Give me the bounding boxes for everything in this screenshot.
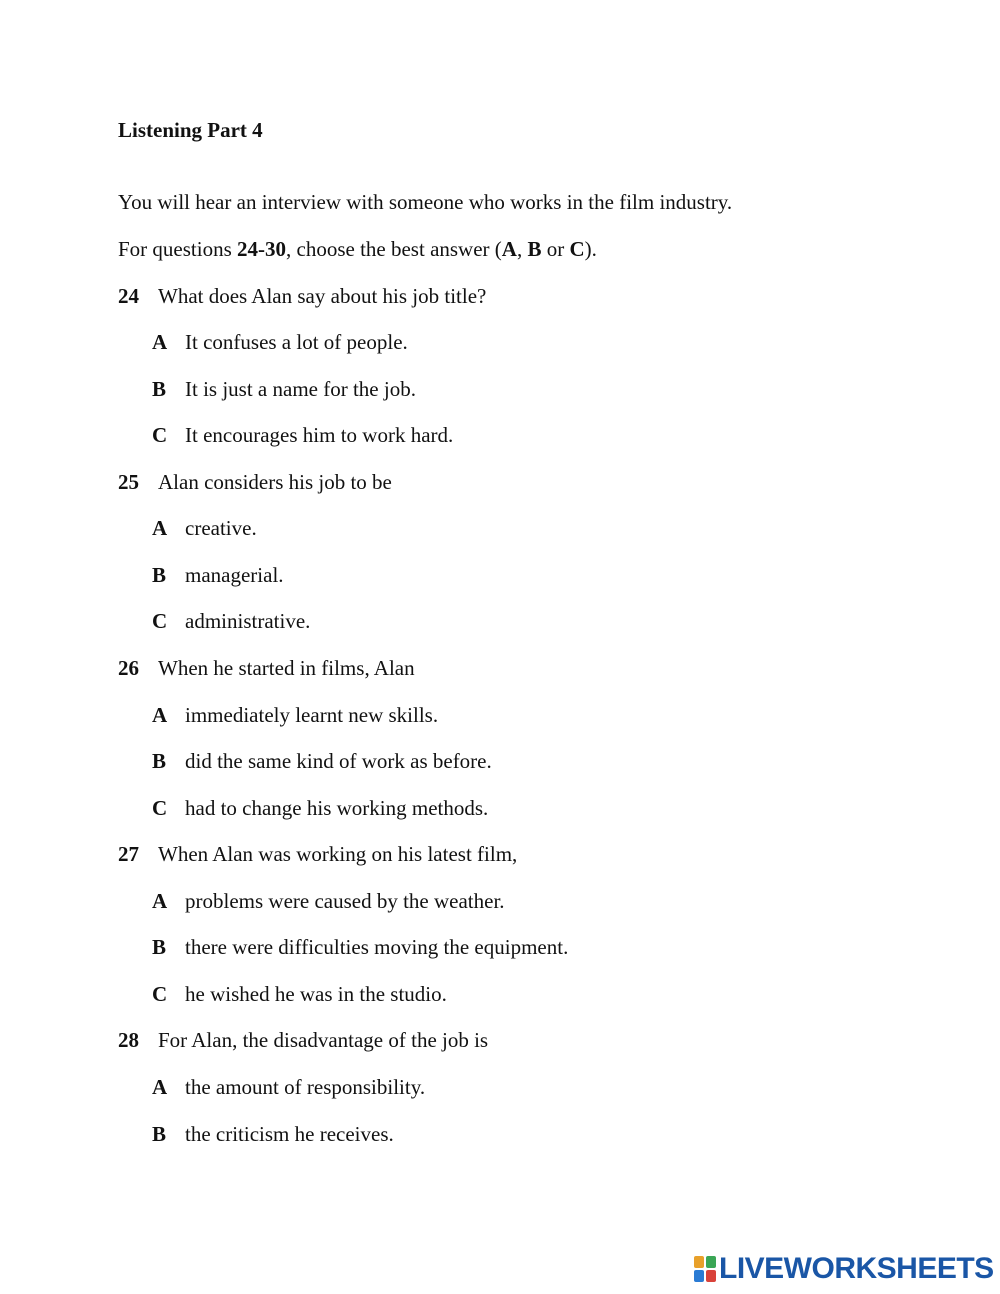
option-27-c[interactable]	[152, 981, 447, 1007]
instruction-range: 24-30	[237, 237, 287, 261]
option-text: It is just a name for the job.	[185, 377, 416, 401]
liveworksheets-logo[interactable]	[694, 1254, 994, 1284]
option-24-b[interactable]	[152, 376, 416, 402]
option-27-a[interactable]	[152, 888, 505, 914]
option-25-b[interactable]	[152, 562, 284, 588]
question-text: When Alan was working on his latest film,	[158, 842, 518, 866]
option-28-a[interactable]	[152, 1074, 425, 1100]
option-letter: C	[152, 982, 168, 1006]
question-number: 24	[118, 284, 139, 308]
option-letter: B	[152, 1122, 167, 1146]
option-letter: A	[152, 703, 168, 727]
option-text: creative.	[185, 516, 257, 540]
option-letter: A	[152, 516, 168, 540]
option-text: administrative.	[185, 609, 311, 633]
option-text: the amount of responsibility.	[185, 1075, 426, 1099]
question-number: 25	[118, 470, 139, 494]
intro-text: You will hear an interview with someone who works in the film industry.	[118, 190, 733, 214]
option-letter: B	[152, 377, 167, 401]
option-letter: C	[152, 609, 168, 633]
question-number: 27	[118, 842, 139, 866]
option-text: did the same kind of work as before.	[185, 749, 492, 773]
instruction-prefix: For questions	[118, 237, 238, 261]
option-text: the criticism he receives.	[185, 1122, 394, 1146]
instruction-suffix: ).	[584, 237, 597, 261]
option-text: had to change his working methods.	[185, 796, 489, 820]
logo-text: LIVEWORKSHEETS	[719, 1252, 994, 1285]
option-letter: A	[152, 330, 168, 354]
question-25	[118, 469, 392, 495]
option-letter: B	[152, 563, 167, 587]
option-letter: C	[152, 423, 168, 447]
option-text: problems were caused by the weather.	[185, 889, 505, 913]
instruction-or: or	[541, 237, 570, 261]
instruction-sep: ,	[516, 237, 528, 261]
option-28-b[interactable]	[152, 1121, 394, 1147]
option-letter: C	[152, 796, 168, 820]
option-text: It encourages him to work hard.	[185, 423, 454, 447]
liveworksheets-logo-icon	[694, 1256, 716, 1282]
question-26	[118, 655, 415, 681]
question-number: 26	[118, 656, 139, 680]
option-25-c[interactable]	[152, 608, 310, 634]
option-text: It confuses a lot of people.	[185, 330, 408, 354]
option-24-a[interactable]	[152, 329, 408, 355]
instruction-text	[118, 236, 597, 262]
option-24-c[interactable]	[152, 422, 453, 448]
instruction-letter-a: A	[501, 237, 517, 261]
question-number: 28	[118, 1028, 139, 1052]
question-28	[118, 1027, 488, 1053]
option-27-b[interactable]	[152, 934, 568, 960]
option-letter: B	[152, 935, 167, 959]
question-text: When he started in films, Alan	[158, 656, 415, 680]
page-title: Listening Part 4	[118, 118, 263, 142]
instruction-letter-c: C	[569, 237, 585, 261]
option-25-a[interactable]	[152, 515, 257, 541]
option-letter: B	[152, 749, 167, 773]
instruction-middle: , choose the best answer (	[286, 237, 502, 261]
option-letter: A	[152, 1075, 168, 1099]
question-text: For Alan, the disadvantage of the job is	[158, 1028, 489, 1052]
option-26-c[interactable]	[152, 795, 488, 821]
option-letter: A	[152, 889, 168, 913]
question-text: Alan considers his job to be	[158, 470, 392, 494]
question-27	[118, 841, 517, 867]
option-text: he wished he was in the studio.	[185, 982, 447, 1006]
option-text: managerial.	[185, 563, 284, 587]
question-text: What does Alan say about his job title?	[158, 284, 487, 308]
question-24	[118, 283, 486, 309]
option-26-a[interactable]	[152, 702, 438, 728]
option-26-b[interactable]	[152, 748, 492, 774]
option-text: there were difficulties moving the equipment.	[185, 935, 569, 959]
option-text: immediately learnt new skills.	[185, 703, 439, 727]
instruction-letter-b: B	[527, 237, 542, 261]
